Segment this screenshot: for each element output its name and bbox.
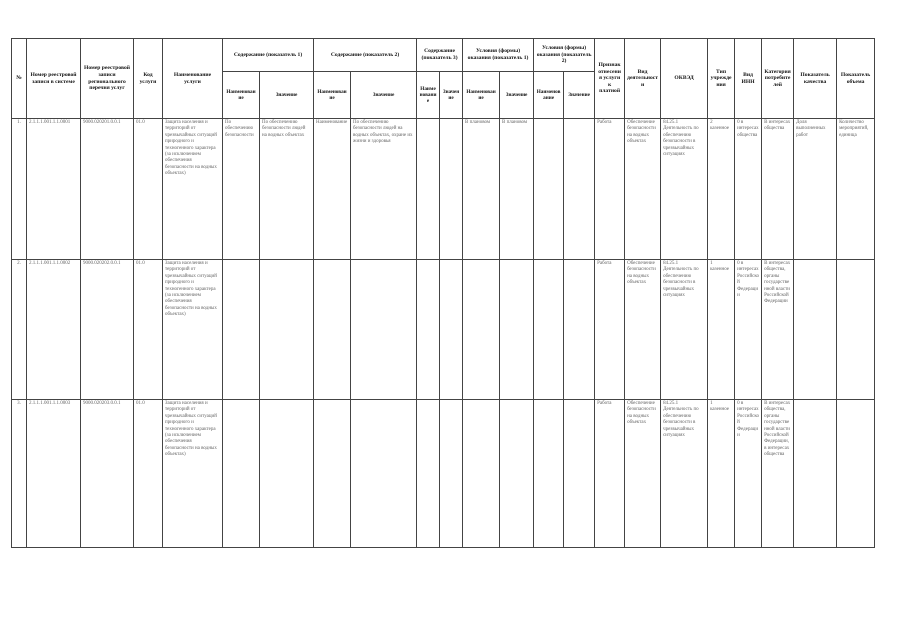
cell-conditions1-name [463, 400, 500, 548]
cell-conditions2-value [564, 119, 595, 260]
cell-code: 01.0 [134, 119, 163, 260]
cell-inn: 0 в интересах Российской Федерации [735, 400, 762, 548]
header-inn: Вид ИНН [735, 39, 762, 119]
cell-reg-regional: 9000.020201.0.0.1 [81, 119, 134, 260]
header-conditions-1: Условия (формы) оказания (показатель 1) [463, 39, 534, 72]
cell-content1-name: По обеспечению безопасности [223, 119, 260, 260]
cell-content3-value [440, 119, 463, 260]
table-row [12, 260, 875, 400]
cell-content3-name [417, 260, 440, 400]
header-type: Тип учреждения [708, 39, 735, 119]
cell-conditions1-value [500, 260, 534, 400]
cell-conditions1-value [500, 400, 534, 548]
cell-content2-value [351, 260, 417, 400]
cell-name: Защита населения и территорий от чрезвычайных ситуаций природного и техногенного характера (за исключением обеспечения безопасности на водных объектах) [163, 119, 223, 260]
cell-type: 1 казенное [708, 400, 735, 548]
cell-content3-value [440, 260, 463, 400]
cell-pay: Работа [595, 400, 625, 548]
cell-content2-name: Наименование [314, 119, 351, 260]
cell-content3-name [417, 119, 440, 260]
cell-reg-regional: 9000.020202.0.0.1 [81, 260, 134, 400]
cell-conditions2-value [564, 260, 595, 400]
cell-name: Защита населения и территорий от чрезвычайных ситуаций природного и техногенного характера (за исключением обеспечения безопасности на водных объектах) [163, 400, 223, 548]
cell-category: В интересах общества, органы государственной власти Российской Федерации [762, 260, 794, 400]
cell-type: 2 казенное [708, 119, 735, 260]
cell-content1-name [223, 260, 260, 400]
header-quality: Показатель качества [794, 39, 837, 119]
cell-conditions2-name [534, 119, 564, 260]
cell-content1-value [260, 400, 314, 548]
cell-content1-name [223, 400, 260, 548]
cell-category: В интересах общества [762, 119, 794, 260]
cell-code: 01.0 [134, 400, 163, 548]
header-volume: Показатель объема [837, 39, 875, 119]
subheader-value: Значение [440, 72, 463, 119]
cell-quality [794, 260, 837, 400]
cell-content2-value: По обеспечению безопасности людей на водных объектах, охране их жизни и здоровья [351, 119, 417, 260]
cell-pay: Работа [595, 260, 625, 400]
cell-no: 2. [12, 260, 27, 400]
cell-volume [837, 260, 875, 400]
cell-kind: Обеспечение безопасности на водных объектах [625, 260, 661, 400]
cell-content1-value [260, 260, 314, 400]
subheader-name: Наименование [223, 72, 260, 119]
header-okved: ОКВЭД [661, 39, 708, 119]
subheader-value: Значение [564, 72, 595, 119]
header-content-3: Содержание (показатель 3) [417, 39, 463, 72]
cell-conditions1-name: В плановом [463, 119, 500, 260]
header-name: Наименование услуги [163, 39, 223, 119]
cell-reg-system: 2.1.1.1.001.1.1.0003 [27, 400, 81, 548]
subheader-name: Наименование [314, 72, 351, 119]
cell-volume [837, 400, 875, 548]
header-reg-system: Номер реестровой записи в системе [27, 39, 81, 119]
header-code: Код услуги [134, 39, 163, 119]
cell-no: 1. [12, 119, 27, 260]
cell-inn: 0 в интересах общества [735, 119, 762, 260]
cell-conditions1-value: В плановом [500, 119, 534, 260]
cell-kind: Обеспечение безопасности на водных объектах [625, 119, 661, 260]
subheader-name: Наименование [534, 72, 564, 119]
cell-reg-system: 2.1.1.1.001.1.1.0001 [27, 119, 81, 260]
cell-type: 1 казенное [708, 260, 735, 400]
subheader-value: Значение [260, 72, 314, 119]
services-register-sheet [11, 38, 870, 548]
header-content-1: Содержание (показатель 1) [223, 39, 314, 72]
cell-conditions1-name [463, 260, 500, 400]
cell-content3-value [440, 400, 463, 548]
cell-pay: Работа [595, 119, 625, 260]
cell-content3-name [417, 400, 440, 548]
table-row [12, 119, 875, 260]
cell-conditions2-name [534, 400, 564, 548]
cell-conditions2-value [564, 400, 595, 548]
header-pay: Признак отнесения услуги к платной [595, 39, 625, 119]
cell-code: 01.0 [134, 260, 163, 400]
header-no: № [12, 39, 27, 119]
cell-okved: 84.25.1 Деятельность по обеспечению безопасности в чрезвычайных ситуациях [661, 119, 708, 260]
cell-quality [794, 400, 837, 548]
subheader-value: Значение [351, 72, 417, 119]
cell-no: 3. [12, 400, 27, 548]
cell-okved: 84.25.1 Деятельность по обеспечению безопасности в чрезвычайных ситуациях [661, 260, 708, 400]
cell-content1-value: По обеспечению безопасности людей на водных объектах [260, 119, 314, 260]
cell-conditions2-name [534, 260, 564, 400]
cell-category: В интересах общества, органы государственной власти Российской Федерации, в интересах общества [762, 400, 794, 548]
header-kind: Вид деятельности [625, 39, 661, 119]
subheader-name: Наименование [463, 72, 500, 119]
services-register-table [11, 38, 875, 548]
cell-content2-name [314, 400, 351, 548]
header-reg-regional: Номер реестровой записи регионального перечня услуг [81, 39, 134, 119]
subheader-name: Наименование [417, 72, 440, 119]
header-conditions-2: Условия (формы) оказания (показатель 2) [534, 39, 595, 72]
subheader-value: Значение [500, 72, 534, 119]
cell-okved: 84.25.1 Деятельность по обеспечению безопасности в чрезвычайных ситуациях [661, 400, 708, 548]
cell-content2-name [314, 260, 351, 400]
cell-reg-system: 2.1.1.1.001.1.1.0002 [27, 260, 81, 400]
cell-reg-regional: 9000.020203.0.0.1 [81, 400, 134, 548]
cell-quality: Доля выполненных работ [794, 119, 837, 260]
cell-volume: Количество мероприятий, единица [837, 119, 875, 260]
header-category: Категория потребителей [762, 39, 794, 119]
header-content-2: Содержание (показатель 2) [314, 39, 417, 72]
cell-content2-value [351, 400, 417, 548]
cell-kind: Обеспечение безопасности на водных объектах [625, 400, 661, 548]
table-row [12, 400, 875, 548]
cell-name: Защита населения и территорий от чрезвычайных ситуаций природного и техногенного характера (за исключением обеспечения безопасности на водных объектах) [163, 260, 223, 400]
cell-inn: 0 в интересах Российской Федерации [735, 260, 762, 400]
